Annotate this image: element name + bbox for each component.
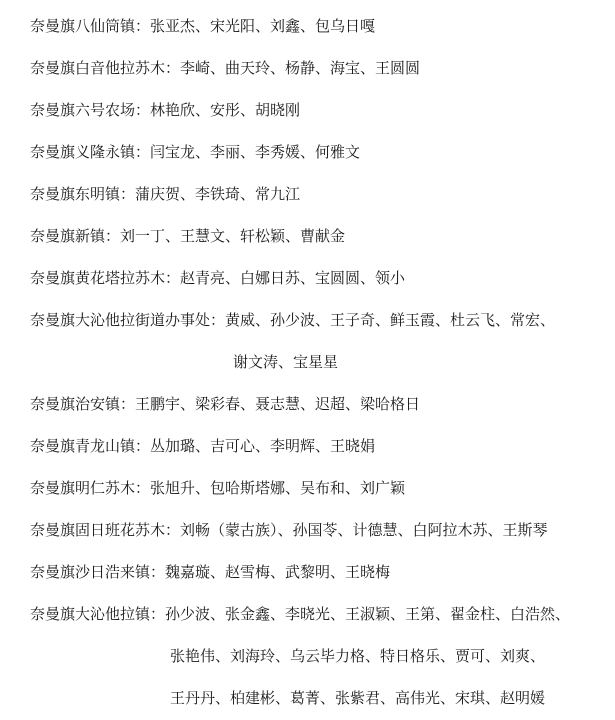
person-names: 谢文涛、宝星星 [233, 353, 339, 371]
unit-name: 奈曼旗明仁苏木： [30, 479, 151, 497]
entry-guriban [30, 519, 548, 541]
entry-daqintala-street-cont [233, 351, 338, 373]
entry-mingren [30, 477, 405, 499]
person-names: 丛加璐、吉可心、李明辉、王晓娟 [150, 437, 376, 455]
unit-name: 奈曼旗六号农场： [30, 101, 151, 119]
unit-name: 奈曼旗义隆永镇： [30, 143, 151, 161]
unit-name: 奈曼旗黄花塔拉苏木： [30, 269, 181, 287]
person-names: 王鹏宇、梁彩春、聂志慧、迟超、梁哈格日 [135, 395, 421, 413]
entry-huanghuatala [30, 267, 405, 289]
entry-qinglongshan [30, 435, 375, 457]
unit-name: 奈曼旗八仙筒镇： [30, 17, 151, 35]
unit-name: 奈曼旗大沁他拉镇： [30, 605, 166, 623]
unit-name: 奈曼旗东明镇： [30, 185, 136, 203]
person-names: 魏嘉璇、赵雪梅、武黎明、王晓梅 [165, 563, 391, 581]
entry-daqintala-town-cont-1 [170, 645, 545, 667]
person-names: 张艳伟、刘海玲、乌云毕力格、特日格乐、贾可、刘爽、 [170, 647, 546, 665]
person-names: 孙少波、张金鑫、李晓光、王淑颖、王第、翟金柱、白浩然、 [165, 605, 571, 623]
unit-name: 奈曼旗青龙山镇： [30, 437, 151, 455]
entry-xinzhen [30, 225, 345, 247]
person-names: 刘畅（蒙古族）、孙国苓、计德慧、白阿拉木苏、王斯琴 [180, 521, 548, 539]
person-names: 蒲庆贺、李铁琦、常九江 [135, 185, 301, 203]
unit-name: 奈曼旗新镇： [30, 227, 121, 245]
entry-baiyintala [30, 57, 420, 79]
unit-name: 奈曼旗大沁他拉街道办事处： [30, 311, 226, 329]
entry-liuhao-farm [30, 99, 300, 121]
entry-baxiantong [30, 15, 375, 37]
person-names: 赵青亮、白娜日苏、宝圆圆、领小 [180, 269, 406, 287]
unit-name: 奈曼旗沙日浩来镇： [30, 563, 166, 581]
unit-name: 奈曼旗白音他拉苏木： [30, 59, 181, 77]
person-names: 林艳欣、安彤、胡晓刚 [150, 101, 301, 119]
person-names: 张亚杰、宋光阳、刘鑫、包乌日嘎 [150, 17, 376, 35]
entry-daqintala-street [30, 309, 555, 331]
entry-daqintala-town-cont-2 [170, 687, 545, 709]
entry-dongming [30, 183, 300, 205]
entry-zhian [30, 393, 420, 415]
entry-yilongyong [30, 141, 360, 163]
entry-shariahaolai [30, 561, 390, 583]
unit-name: 奈曼旗治安镇： [30, 395, 136, 413]
person-names: 闫宝龙、李丽、李秀媛、何雅文 [150, 143, 361, 161]
unit-name: 奈曼旗固日班花苏木： [30, 521, 181, 539]
person-names: 刘一丁、王慧文、轩松颖、曹献金 [120, 227, 346, 245]
person-names: 李崎、曲天玲、杨静、海宝、王圆圆 [180, 59, 421, 77]
entry-daqintala-town [30, 603, 570, 625]
person-names: 张旭升、包哈斯塔娜、吴布和、刘广颖 [150, 479, 406, 497]
person-names: 黄威、孙少波、王子奇、鲜玉霞、杜云飞、常宏、 [225, 311, 556, 329]
person-names: 王丹丹、柏建彬、葛菁、张紫君、高伟光、宋琪、赵明媛 [170, 689, 546, 707]
